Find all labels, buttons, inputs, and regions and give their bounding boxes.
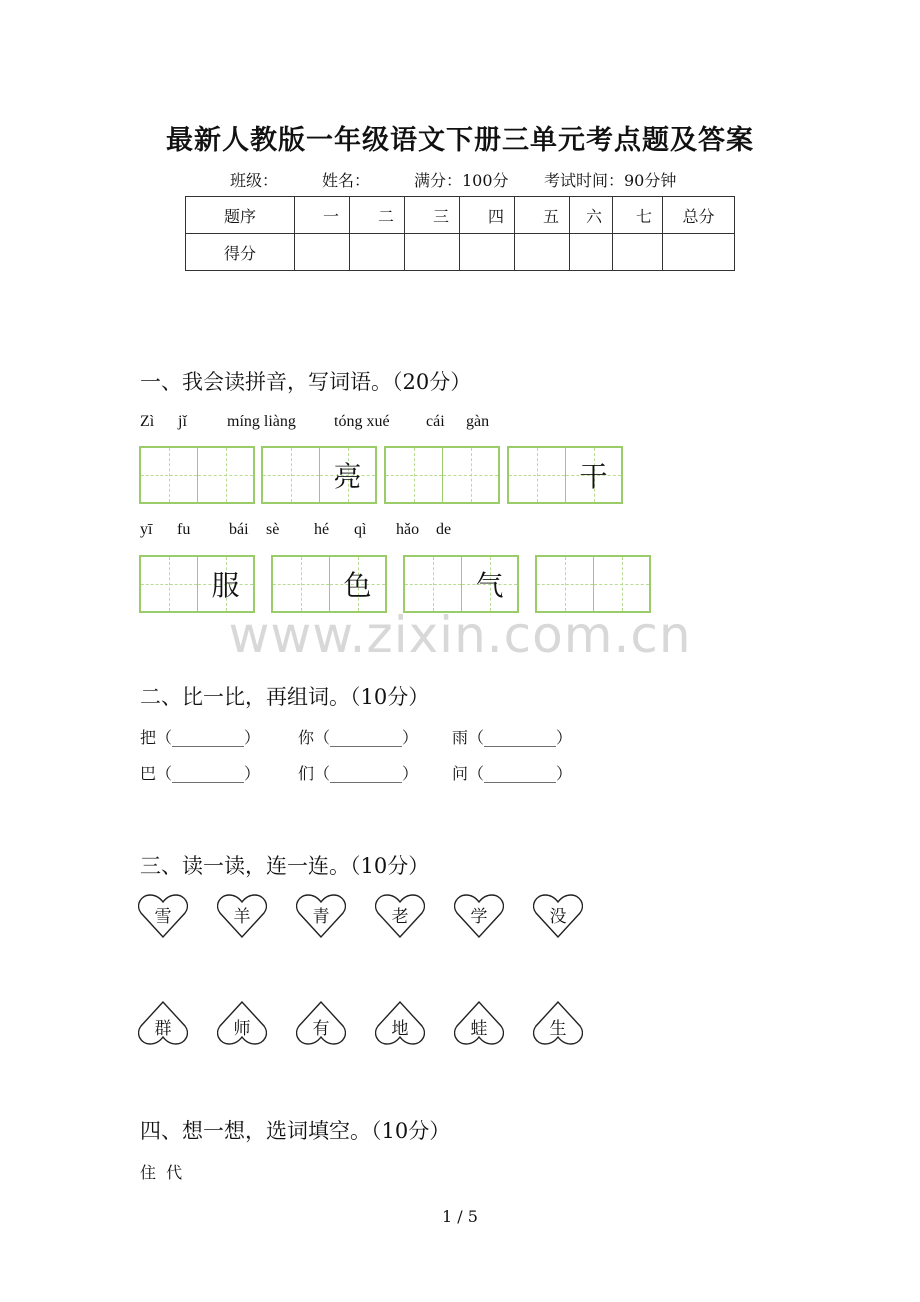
grid-cell[interactable] xyxy=(263,448,319,502)
heart-card[interactable] xyxy=(296,1000,346,1046)
grid-char xyxy=(141,448,197,502)
header-cell: 七 xyxy=(613,197,663,234)
writing-grid[interactable] xyxy=(139,555,255,613)
score-cell[interactable] xyxy=(515,234,570,271)
score-cell[interactable] xyxy=(613,234,663,271)
grid-cell[interactable] xyxy=(386,448,442,502)
heart-char: 青 xyxy=(312,907,330,927)
grid-char: 干 xyxy=(579,460,608,493)
pinyin: fu xyxy=(177,521,191,538)
compare-item[interactable]: 们（_________） xyxy=(298,764,419,783)
heart-card[interactable] xyxy=(533,1000,583,1046)
writing-grid[interactable] xyxy=(271,555,387,613)
heart-card[interactable] xyxy=(296,893,346,939)
writing-grid[interactable] xyxy=(384,446,500,504)
heart-card[interactable] xyxy=(138,1000,188,1046)
grid-char: 气 xyxy=(475,569,504,602)
grid-char xyxy=(594,557,649,611)
watermark: www.zixin.com.cn xyxy=(228,606,692,664)
grid-char: 亮 xyxy=(333,460,362,493)
page-title: 最新人教版一年级语文下册三单元考点题及答案 xyxy=(166,125,754,156)
pinyin: hǎo xyxy=(396,521,420,538)
header-cell: 四 xyxy=(460,197,515,234)
grid-cell[interactable] xyxy=(197,557,253,611)
section1-heading: 一、我会读拼音，写词语。（20分） xyxy=(140,370,472,394)
header-cell: 六 xyxy=(570,197,613,234)
pinyin: gàn xyxy=(466,413,490,430)
heart-char: 地 xyxy=(391,1019,409,1039)
heart-card[interactable] xyxy=(217,1000,267,1046)
full-score: 满分：100分 xyxy=(414,171,509,190)
writing-grid[interactable] xyxy=(139,446,255,504)
header-cell: 三 xyxy=(405,197,460,234)
heart-char: 雪 xyxy=(154,907,172,927)
pinyin: jǐ xyxy=(178,413,187,430)
compare-item[interactable]: 你（_________） xyxy=(298,728,419,747)
section4-heading: 四、想一想，选词填空。（10分） xyxy=(140,1119,451,1143)
header-cell: 一 xyxy=(295,197,350,234)
grid-cell[interactable] xyxy=(405,557,461,611)
writing-grid[interactable] xyxy=(535,555,651,613)
heart-card[interactable] xyxy=(375,1000,425,1046)
grid-cell[interactable] xyxy=(565,448,621,502)
exam-time: 考试时间：90分钟 xyxy=(544,171,677,190)
heart-char: 师 xyxy=(233,1019,251,1039)
heart-char: 有 xyxy=(312,1019,330,1039)
grid-char: 服 xyxy=(211,569,240,602)
header-cell: 五 xyxy=(515,197,570,234)
grid-char xyxy=(509,448,565,502)
grid-char xyxy=(273,557,329,611)
grid-cell[interactable] xyxy=(141,557,197,611)
pinyin: Zì xyxy=(140,413,155,430)
pinyin: míng liàng xyxy=(227,413,296,430)
score-cell[interactable] xyxy=(663,234,735,271)
pinyin: bái xyxy=(229,521,249,538)
header-cell: 二 xyxy=(350,197,405,234)
section2-heading: 二、比一比，再组词。（10分） xyxy=(140,685,430,709)
header-cell: 题序 xyxy=(186,197,295,234)
grid-cell[interactable] xyxy=(461,557,517,611)
name-label: 姓名： xyxy=(322,171,371,190)
row-label: 得分 xyxy=(186,234,295,271)
heart-card[interactable] xyxy=(217,893,267,939)
grid-char xyxy=(198,448,253,502)
pinyin: tóng xué xyxy=(334,413,390,430)
heart-char: 生 xyxy=(549,1019,567,1039)
writing-grid[interactable] xyxy=(403,555,519,613)
score-table-row xyxy=(186,234,735,271)
compare-item[interactable]: 雨（_________） xyxy=(452,728,573,747)
grid-cell[interactable] xyxy=(537,557,593,611)
score-cell[interactable] xyxy=(295,234,350,271)
header-cell: 总分 xyxy=(663,197,735,234)
writing-grid[interactable] xyxy=(507,446,623,504)
heart-card[interactable] xyxy=(138,893,188,939)
pinyin: cái xyxy=(426,413,445,430)
grid-cell[interactable] xyxy=(329,557,385,611)
heart-card[interactable] xyxy=(375,893,425,939)
compare-item[interactable]: 巴（_________） xyxy=(140,764,261,783)
score-cell[interactable] xyxy=(570,234,613,271)
heart-char: 老 xyxy=(391,907,409,927)
grid-char xyxy=(443,448,498,502)
pinyin: de xyxy=(436,521,452,538)
grid-cell[interactable] xyxy=(273,557,329,611)
grid-char xyxy=(386,448,442,502)
pinyin: qì xyxy=(354,521,367,538)
pinyin: sè xyxy=(266,521,280,538)
grid-cell[interactable] xyxy=(319,448,375,502)
heart-char: 群 xyxy=(154,1019,172,1039)
compare-item[interactable]: 把（_________） xyxy=(140,728,261,747)
grid-char xyxy=(141,557,197,611)
section3-heading: 三、读一读，连一连。（10分） xyxy=(140,854,430,878)
compare-item[interactable]: 问（_________） xyxy=(452,764,573,783)
heart-card[interactable] xyxy=(454,1000,504,1046)
grid-cell[interactable] xyxy=(197,448,253,502)
class-label: 班级： xyxy=(230,171,279,190)
score-cell[interactable] xyxy=(460,234,515,271)
heart-card[interactable] xyxy=(454,893,504,939)
heart-card[interactable] xyxy=(533,893,583,939)
grid-cell[interactable] xyxy=(141,448,197,502)
score-cell[interactable] xyxy=(405,234,460,271)
pinyin: yī xyxy=(140,521,153,538)
score-table-header xyxy=(186,197,735,234)
grid-char xyxy=(263,448,319,502)
writing-grid[interactable] xyxy=(261,446,377,504)
page-number: 1 / 5 xyxy=(442,1207,478,1226)
grid-cell[interactable] xyxy=(593,557,649,611)
heart-char: 蛙 xyxy=(470,1019,488,1039)
grid-cell[interactable] xyxy=(442,448,498,502)
heart-char: 羊 xyxy=(233,907,251,927)
heart-char: 学 xyxy=(470,907,488,927)
heart-char: 没 xyxy=(549,907,567,927)
grid-char xyxy=(537,557,593,611)
grid-char: 色 xyxy=(343,569,372,602)
word-options: 住 代 xyxy=(140,1163,183,1182)
grid-cell[interactable] xyxy=(509,448,565,502)
grid-char xyxy=(405,557,461,611)
pinyin: hé xyxy=(314,521,330,538)
score-table xyxy=(185,196,735,271)
score-cell[interactable] xyxy=(350,234,405,271)
